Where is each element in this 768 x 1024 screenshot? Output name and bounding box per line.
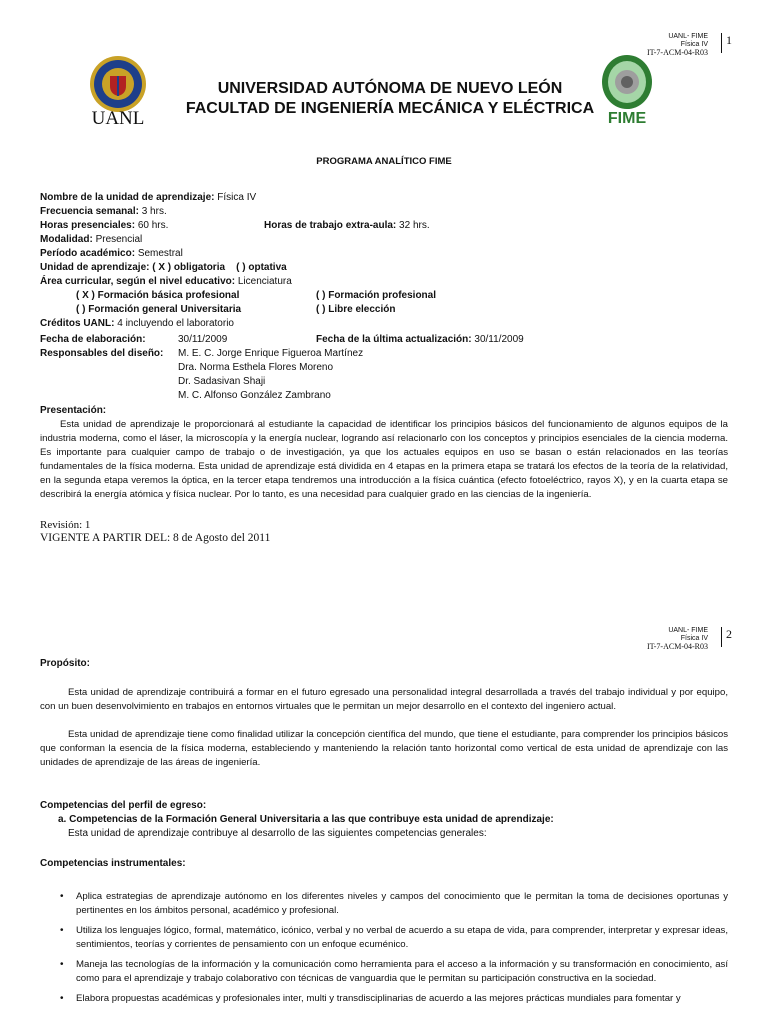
page-number-2: 2	[721, 627, 732, 647]
page-header	[647, 33, 708, 57]
list-item: • Maneja las tecnologías de la información y la comunicación como herramienta para el acceso a la información y su transformación en conocimiento, así como para el aprendizaje y trabajo colaborativo con técnicas de vanguardia que le permitan su participación constructiva en la sociedad.	[60, 959, 728, 984]
revision: Revisión: 1	[40, 519, 91, 531]
responsable-3: Dr. Sadasivan Shaji	[178, 376, 266, 387]
presentacion-text: Esta unidad de aprendizaje le proporcionará al estudiante la capacidad de identificar los principios básicos del funcionamiento de algunos equipos de la industria moderna, como el láser, la microscopía y la energía nuclear, logrando así relacionarlo con los conceptos y principios esenciales de la ciencia moderna. Es importante para cualquier campo de trabajo o de investigación, ya que los actuales equipos en uso se basan o están relacionados en las teorías fundamentales de la física moderna. Esta unidad de aprendizaje está dividida en 4 etapas en la primera etapa se tratará los efectos de la teoría de la relatividad, en la segunda etapa veremos la óptica, en la tercer etapa tendremos una introducción a la física cuántica (efecto fotoeléctrico, rayos X), y en la cuarta etapa se describirá la energía atómica y física nuclear. Por lo tanto, es una necesidad para cualquier grado en las ciencias de la ingeniería.	[40, 419, 728, 500]
presentacion-label: Presentación:	[40, 405, 107, 416]
header-line2: Física IV	[680, 635, 708, 642]
program-title: PROGRAMA ANALÍTICO FIME	[316, 156, 452, 167]
responsable-4: M. C. Alfonso González Zambrano	[178, 390, 331, 401]
value-fecha-elaboracion: 30/11/2009	[178, 334, 228, 345]
bullet-icon: •	[60, 993, 64, 1004]
option-formacion-profesional: ( ) Formación profesional	[316, 290, 437, 301]
field-unidad-tipo: Unidad de aprendizaje: ( X ) obligatoria ( ) optativa	[40, 262, 287, 273]
field-presenciales: Horas presenciales: 60 hrs.	[40, 220, 169, 231]
competencias-a: a. Competencias de la Formación General Universitaria a las que contribuye esta unidad de aprendizaje:	[58, 814, 554, 825]
field-periodo: Período académico: Semestral	[40, 248, 183, 259]
instrumentales-label: Competencias instrumentales:	[40, 858, 186, 869]
bullet-icon: •	[60, 891, 64, 902]
field-ultima-actualizacion: Fecha de la última actualización: 30/11/2009	[316, 334, 524, 345]
bullet-icon: •	[60, 925, 64, 936]
vigente: VIGENTE A PARTIR DEL: 8 de Agosto del 2011	[40, 532, 271, 544]
uanl-seal-icon	[88, 54, 148, 114]
label-responsables: Responsables del diseño:	[40, 348, 164, 359]
competencias-a-text: Esta unidad de aprendizaje contribuye al desarrollo de las siguientes competencias generales:	[68, 828, 487, 839]
university-name: UNIVERSIDAD AUTÓNOMA DE NUEVO LEÓN	[217, 80, 563, 97]
page-number: 1	[721, 33, 732, 53]
field-modalidad: Modalidad: Presencial	[40, 234, 143, 245]
faculty-name: FACULTAD DE INGENIERÍA MECÁNICA Y ELÉCTRICA	[185, 100, 595, 117]
option-libre-eleccion: ( ) Libre elección	[316, 304, 396, 315]
field-frecuencia: Frecuencia semanal: 3 hrs.	[40, 206, 167, 217]
header-code: IT-7-ACM-04-R03	[646, 48, 708, 57]
bullet-icon: •	[60, 959, 64, 970]
header-line1: UANL- FIME	[668, 33, 708, 40]
header-line2: Física IV	[680, 41, 708, 48]
list-item: • Aplica estrategias de aprendizaje autónomo en los diferentes niveles y campos del conocimiento que le permitan la toma de decisiones oportunas y pertinentes en los ámbitos personal, académico y profesional.	[60, 891, 728, 916]
responsable-2: Dra. Norma Esthela Flores Moreno	[178, 362, 334, 373]
field-extra-aula: Horas de trabajo extra-aula: 32 hrs.	[264, 220, 430, 231]
field-unidad: Nombre de la unidad de aprendizaje: Física IV	[40, 192, 257, 203]
label-fecha-elaboracion: Fecha de elaboración:	[40, 334, 146, 345]
option-formacion-general: ( ) Formación general Universitaria	[76, 304, 242, 315]
uanl-logo-text: UANL	[91, 108, 145, 129]
header-code: IT-7-ACM-04-R03	[646, 642, 708, 651]
list-item: • Elabora propuestas académicas y profesionales inter, multi y transdisciplinarias de acuerdo a las mejores prácticas mundiales para fomentar y	[60, 993, 681, 1004]
competencias-list	[40, 890, 728, 1012]
page-header-2	[647, 627, 708, 651]
header-line1: UANL- FIME	[668, 627, 708, 634]
field-area: Área curricular, según el nivel educativo: Licenciatura	[40, 276, 292, 287]
proposito-paragraph-2: Esta unidad de aprendizaje tiene como finalidad utilizar la concepción científica del mundo, que tiene el estudiante, para comprender los principios básicos que conforman la esencia de la física moderna, estableciendo y manteniendo la relación tanto horizontal como vertical de esta unidad de aprendizaje con las unidades de aprendizaje de las áreas de ingeniería.	[40, 729, 728, 768]
proposito-label: Propósito:	[40, 658, 90, 669]
responsable-1: M. E. C. Jorge Enrique Figueroa Martínez	[178, 348, 364, 359]
proposito-paragraph-1: Esta unidad de aprendizaje contribuirá a formar en el futuro egresado una personalidad integral desarrollada a través del trabajo individual y por equipo, con un buen desenvolvimiento en trabajos en entornos virtuales que le permitan un mejor desarrollo en el contexto del ingeniero actual.	[40, 687, 728, 712]
fime-logo-icon	[600, 54, 654, 110]
fime-logo-text: FIME	[607, 110, 647, 127]
option-formacion-basica: ( X ) Formación básica profesional	[76, 290, 240, 301]
competencias-label: Competencias del perfil de egreso:	[40, 800, 207, 811]
field-creditos: Créditos UANL: 4 incluyendo el laboratorio	[40, 318, 234, 329]
list-item: • Utiliza los lenguajes lógico, formal, matemático, icónico, verbal y no verbal de acuerdo a su etapa de vida, para comprender, interpretar y expresar ideas, sentimientos, teorías y corrientes de pensamiento con un enfoque ecuménico.	[60, 925, 728, 950]
